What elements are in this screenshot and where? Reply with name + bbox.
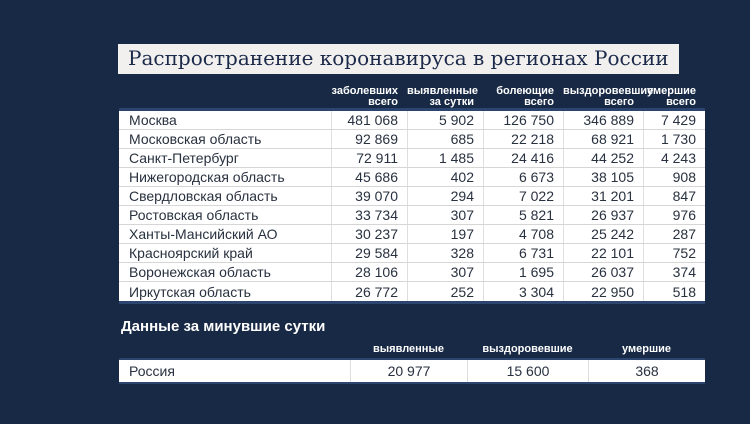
value-cell: 30 237 — [331, 225, 407, 243]
regions-table-body — [119, 108, 705, 304]
value-cell: 328 — [407, 244, 483, 262]
column-header-line2: за сутки — [429, 96, 474, 108]
column-header-line2: всего — [368, 96, 398, 108]
value-cell: 368 — [588, 360, 705, 382]
value-cell: 3 304 — [483, 282, 563, 301]
region-cell: Санкт-Петербург — [129, 150, 239, 166]
column-header-line2: всего — [666, 96, 696, 108]
table-row — [119, 263, 705, 282]
daily-section-label: Данные за минувшие сутки — [121, 318, 326, 335]
region-cell: Красноярский край — [129, 245, 253, 261]
value-cell: 92 869 — [331, 130, 407, 148]
column-header-recovered-total — [563, 84, 654, 108]
table-row — [119, 130, 705, 149]
value-cell: 20 977 — [350, 360, 467, 382]
value-cell: 685 — [407, 130, 483, 148]
table-row — [119, 282, 705, 301]
daily-table-body — [119, 358, 705, 384]
table-row — [119, 244, 705, 263]
table-row — [119, 149, 705, 168]
region-cell: Нижегородская область — [129, 169, 285, 185]
value-cell: 26 772 — [331, 282, 407, 301]
daily-table-header — [119, 344, 705, 357]
column-header-line2: всего — [604, 96, 634, 108]
value-cell: 22 101 — [563, 244, 643, 262]
value-cell: 38 105 — [563, 168, 643, 186]
region-cell: Ханты-Мансийский АО — [129, 226, 278, 242]
daily-table — [119, 344, 705, 384]
value-cell: 15 600 — [467, 360, 588, 382]
value-cell: 307 — [407, 263, 483, 281]
value-cell: 6 731 — [483, 244, 563, 262]
value-cell: 28 106 — [331, 263, 407, 281]
region-cell: Ростовская область — [129, 207, 259, 223]
value-cell: 68 921 — [563, 130, 643, 148]
table-row — [119, 111, 705, 130]
column-header-recovered: выздоровевшие — [482, 343, 573, 355]
value-cell: 24 416 — [483, 149, 563, 167]
value-cell: 402 — [407, 168, 483, 186]
region-cell: Воронежская область — [129, 264, 271, 280]
value-cell: 307 — [407, 206, 483, 224]
region-cell: Московская область — [129, 131, 262, 147]
value-cell: 1 695 — [483, 263, 563, 281]
value-cell: 22 218 — [483, 130, 563, 148]
value-cell: 752 — [643, 244, 705, 262]
value-cell: 374 — [643, 263, 705, 281]
region-cell: Свердловская область — [129, 188, 278, 204]
value-cell: 518 — [643, 282, 705, 301]
region-cell: Москва — [129, 112, 177, 128]
value-cell: 6 673 — [483, 168, 563, 186]
value-cell: 197 — [407, 225, 483, 243]
value-cell: 7 429 — [643, 111, 705, 129]
value-cell: 346 889 — [563, 111, 643, 129]
value-cell: 4 708 — [483, 225, 563, 243]
value-cell: 33 734 — [331, 206, 407, 224]
value-cell: 7 022 — [483, 187, 563, 205]
value-cell: 31 201 — [563, 187, 643, 205]
column-header-infected-total — [331, 84, 407, 108]
value-cell: 26 937 — [563, 206, 643, 224]
column-header-detected-daily — [407, 84, 483, 108]
value-cell: 4 243 — [643, 149, 705, 167]
regions-table — [119, 84, 705, 304]
value-cell: 44 252 — [563, 149, 643, 167]
column-header-line1: выздоровевшие — [563, 85, 654, 97]
value-cell: 294 — [407, 187, 483, 205]
value-cell: 847 — [643, 187, 705, 205]
column-header-deaths: умершие — [622, 343, 671, 355]
column-header-line1: болеющие — [496, 85, 554, 97]
value-cell: 481 068 — [331, 111, 407, 129]
value-cell: 5 821 — [483, 206, 563, 224]
table-row — [119, 187, 705, 206]
table-row — [119, 206, 705, 225]
value-cell: 22 950 — [563, 282, 643, 301]
value-cell: 976 — [643, 206, 705, 224]
column-header-line1: выявленные — [407, 85, 478, 97]
column-header-deaths-total — [643, 84, 705, 108]
column-header-ill-total — [483, 84, 563, 108]
value-cell: 908 — [643, 168, 705, 186]
header-spacer — [119, 84, 331, 108]
value-cell: 25 242 — [563, 225, 643, 243]
region-cell: Иркутская область — [129, 283, 251, 300]
column-header-detected: выявленные — [373, 343, 444, 355]
table-row — [119, 360, 705, 382]
column-header-line1: умершие — [647, 85, 696, 97]
table-row — [119, 225, 705, 244]
country-cell: Россия — [129, 363, 175, 379]
value-cell: 5 902 — [407, 111, 483, 129]
value-cell: 1 730 — [643, 130, 705, 148]
value-cell: 39 070 — [331, 187, 407, 205]
value-cell: 45 686 — [331, 168, 407, 186]
regions-table-header — [119, 84, 705, 108]
value-cell: 1 485 — [407, 149, 483, 167]
table-row — [119, 168, 705, 187]
column-header-line1: заболевших — [331, 85, 398, 97]
value-cell: 29 584 — [331, 244, 407, 262]
value-cell: 287 — [643, 225, 705, 243]
column-header-line2: всего — [524, 96, 554, 108]
value-cell: 252 — [407, 282, 483, 301]
page-title: Распространение коронавируса в регионах России — [118, 44, 679, 74]
value-cell: 26 037 — [563, 263, 643, 281]
value-cell: 126 750 — [483, 111, 563, 129]
header-spacer — [119, 344, 350, 357]
value-cell: 72 911 — [331, 149, 407, 167]
